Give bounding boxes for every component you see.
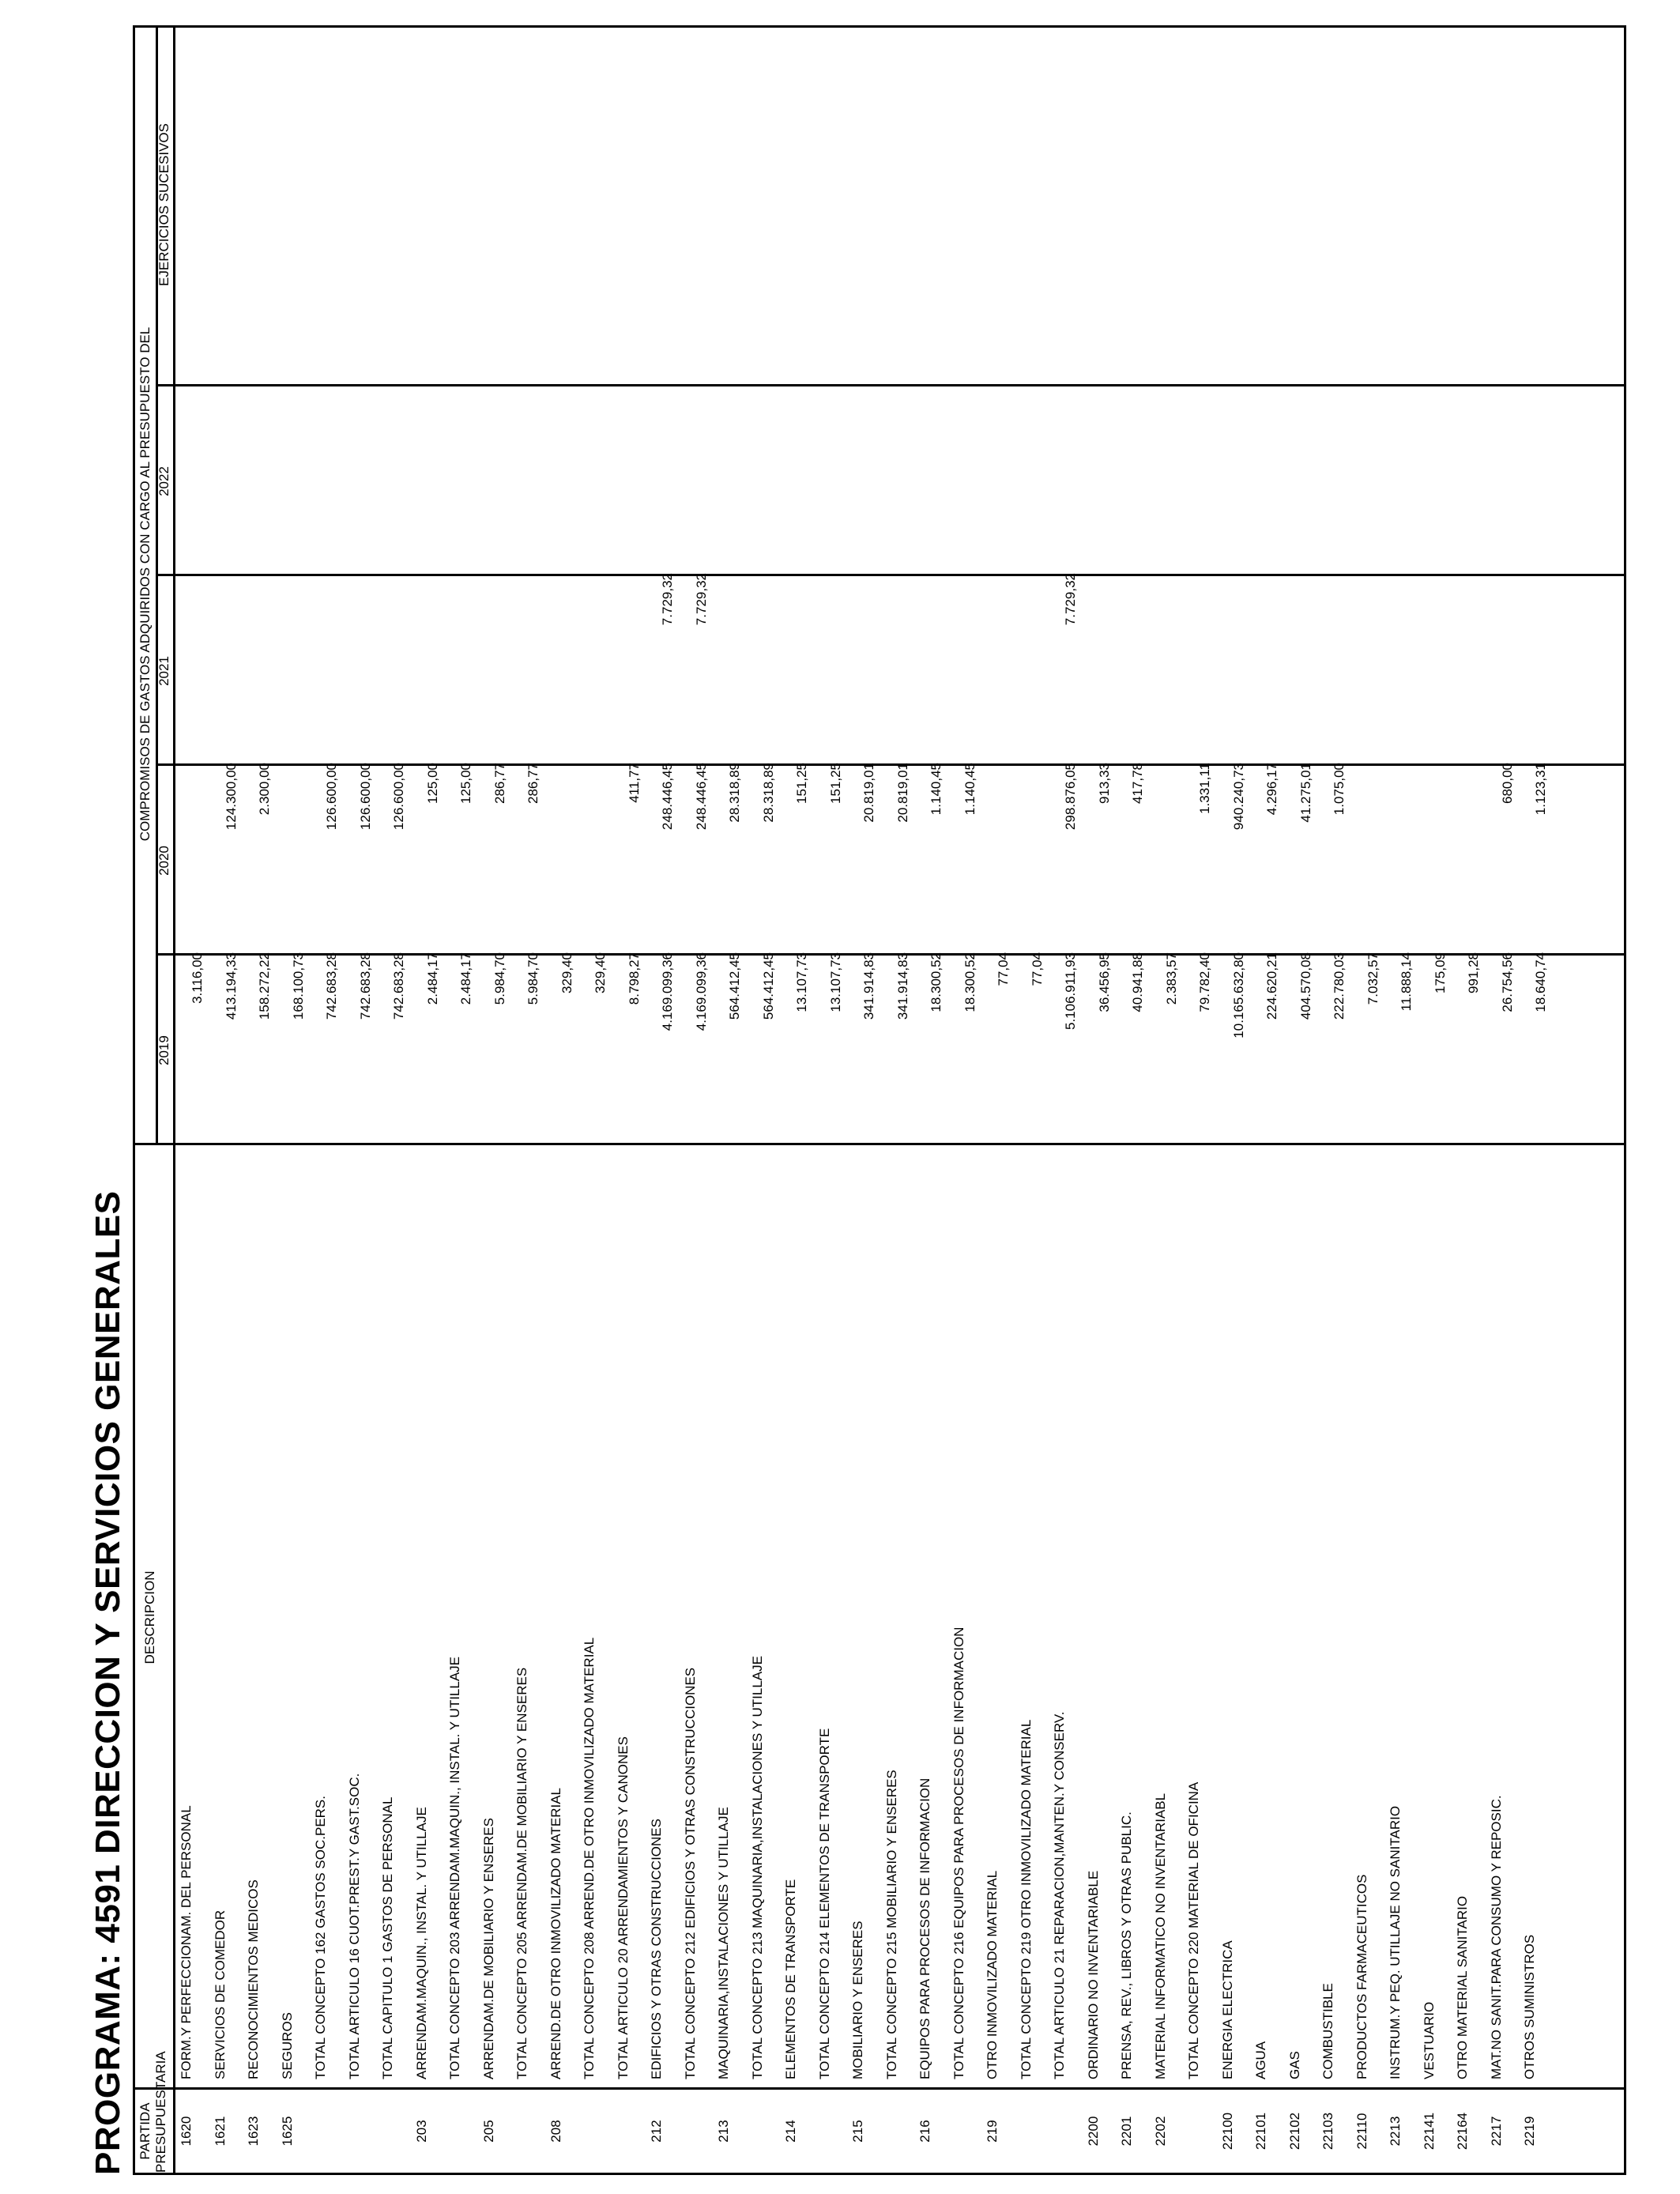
- row-description: PRODUCTOS FARMACEUTICOS: [1354, 1874, 1369, 2079]
- partida-code: 213: [716, 2120, 731, 2143]
- value-2019: 5.106.911,93: [1063, 952, 1078, 1030]
- value-2019: 564.412,45: [727, 952, 742, 1020]
- partida-code: 203: [413, 2120, 429, 2143]
- value-2019: 36.456,95: [1096, 952, 1112, 1012]
- partida-code: 216: [917, 2120, 932, 2143]
- partida-code: 2219: [1522, 2116, 1537, 2147]
- table-row: [749, 28, 781, 2173]
- value-2020: 286,77: [492, 763, 507, 804]
- table-row: [615, 28, 646, 2173]
- row-description: SERVICIOS DE COMEDOR: [212, 1909, 228, 2079]
- table-row: [1051, 28, 1083, 2173]
- value-2019: 79.782,40: [1197, 952, 1212, 1012]
- value-2020: 1.140,45: [962, 763, 977, 816]
- value-2020: 248.446,45: [660, 763, 675, 831]
- value-2019: 2.383,57: [1163, 952, 1179, 1005]
- partida-code: 1623: [246, 2116, 261, 2147]
- value-2019: 5.984,70: [525, 952, 541, 1005]
- row-description: VESTUARIO: [1421, 2001, 1437, 2079]
- value-2019: 329,40: [559, 952, 574, 993]
- table-row: [279, 28, 311, 2173]
- value-2020: 298.876,05: [1063, 763, 1078, 831]
- table-row: [1320, 28, 1351, 2173]
- value-2021: 7.729,32: [693, 573, 709, 626]
- table-row: [1018, 28, 1049, 2173]
- value-2020: 248.446,45: [693, 763, 709, 831]
- row-description: ENERGIA ELECTRICA: [1219, 1940, 1235, 2079]
- row-description: EQUIPOS PARA PROCESOS DE INFORMACION: [917, 1777, 932, 2079]
- table-row: [984, 28, 1015, 2173]
- table-row: [581, 28, 612, 2173]
- value-2019: 18.640,74: [1533, 952, 1548, 1012]
- table-row: [245, 28, 277, 2173]
- value-2019: 413.194,33: [223, 952, 239, 1020]
- table-row: [715, 28, 747, 2173]
- value-2019: 18.300,52: [929, 952, 944, 1012]
- row-description: TOTAL CONCEPTO 219 OTRO INMOVILIZADO MATERIAL: [1018, 1719, 1034, 2079]
- value-2020: 286,77: [525, 763, 541, 804]
- row-description: MAQUINARIA,INSTALACIONES Y UTILLAJE: [716, 1807, 731, 2079]
- value-2020: 126.600,00: [391, 763, 406, 831]
- table-row: [1521, 28, 1553, 2173]
- value-2020: 417,78: [1130, 763, 1145, 804]
- value-2019: 224.620,21: [1264, 952, 1279, 1020]
- value-2019: 742.683,28: [357, 952, 373, 1020]
- value-2019: 8.798,27: [626, 952, 642, 1005]
- table-row: [514, 28, 545, 2173]
- rule-header-bottom: [173, 28, 175, 2173]
- table-row: [816, 28, 848, 2173]
- partida-code: 215: [850, 2120, 865, 2143]
- value-2019: 158.272,22: [257, 952, 272, 1020]
- table-row: [1152, 28, 1184, 2173]
- value-2020: 411,77: [626, 763, 642, 803]
- value-2019: 18.300,52: [962, 952, 977, 1012]
- row-description: TOTAL CAPITULO 1 GASTOS DE PERSONAL: [380, 1796, 395, 2079]
- header-2019: 2019: [156, 1035, 171, 1065]
- value-2019: 2.484,17: [458, 952, 473, 1005]
- row-description: FORM.Y PERFECCIONAM. DEL PERSONAL: [179, 1805, 194, 2079]
- row-description: TOTAL CONCEPTO 212 EDIFICIOS Y OTRAS CONSTRUCCIONES: [682, 1667, 698, 2079]
- row-description: OTROS SUMINISTROS: [1522, 1934, 1537, 2079]
- partida-code: 1621: [212, 2116, 228, 2147]
- value-2019: 742.683,28: [324, 952, 339, 1020]
- table-row: [883, 28, 915, 2173]
- row-description: PRENSA, REV., LIBROS Y OTRAS PUBLIC.: [1119, 1811, 1134, 2079]
- value-2020: 124.300,00: [223, 763, 239, 831]
- partida-code: 22141: [1421, 2112, 1437, 2151]
- value-2020: 151,25: [827, 763, 843, 804]
- partida-code: 22164: [1455, 2112, 1470, 2151]
- value-2019: 26.754,56: [1499, 952, 1515, 1012]
- value-2019: 11.888,14: [1399, 952, 1414, 1012]
- row-description: TOTAL ARTICULO 20 ARRENDAMIENTOS Y CANONES: [615, 1736, 631, 2079]
- row-description: TOTAL CONCEPTO 203 ARRENDAM.MAQUIN., INSTAL. Y UTILLAJE: [447, 1656, 462, 2079]
- value-2020: 20.819,01: [895, 763, 910, 823]
- row-description: ARRENDAM.MAQUIN., INSTAL. Y UTILLAJE: [413, 1807, 429, 2079]
- row-description: TOTAL ARTICULO 21 REPARACION,MANTEN.Y CONSERV.: [1052, 1711, 1067, 2079]
- value-2019: 991,28: [1466, 952, 1481, 993]
- value-2019: 341.914,83: [861, 952, 876, 1020]
- partida-code: 1625: [279, 2116, 295, 2147]
- table-row: [1252, 28, 1284, 2173]
- page-title: PROGRAMA: 4591 DIRECCION Y SERVICIOS GENERALES: [89, 1190, 127, 2175]
- row-description: COMBUSTIBLE: [1320, 1983, 1335, 2079]
- row-description: ARREND.DE OTRO INMOVILIZADO MATERIAL: [548, 1787, 563, 2079]
- value-2019: 564.412,45: [760, 952, 776, 1020]
- header-partida: PARTIDA: [137, 2102, 153, 2160]
- row-description: ARRENDAM.DE MOBILIARIO Y ENSERES: [480, 1818, 496, 2079]
- value-2019: 77,04: [1029, 952, 1045, 986]
- table-row: [1118, 28, 1150, 2173]
- partida-code: 2201: [1119, 2116, 1134, 2147]
- table-row: [312, 28, 344, 2173]
- value-2020: 1.140,45: [929, 763, 944, 816]
- partida-code: 22100: [1219, 2112, 1235, 2151]
- value-2020: 41.275,01: [1298, 763, 1313, 823]
- table-row: [413, 28, 445, 2173]
- header-2021: 2021: [156, 656, 171, 686]
- partida-code: 2217: [1488, 2116, 1504, 2147]
- row-description: ELEMENTOS DE TRANSPORTE: [783, 1879, 798, 2079]
- table-row: [480, 28, 512, 2173]
- value-2019: 222.780,03: [1332, 952, 1347, 1020]
- value-2020: 20.819,01: [861, 763, 876, 823]
- table-row: [548, 28, 579, 2173]
- value-2019: 4.169.099,36: [660, 952, 675, 1031]
- table-row: [1286, 28, 1318, 2173]
- header-2020: 2020: [156, 846, 171, 876]
- value-2019: 10.165.632,80: [1230, 952, 1246, 1039]
- header-presupuestaria: PRESUPUESTARIA: [153, 2051, 168, 2173]
- table-row: [782, 28, 814, 2173]
- table-row: [1421, 28, 1452, 2173]
- header-compromisos: COMPROMISOS DE GASTOS ADQUIRIDOS CON CARGO AL PRESUPUESTO DEL: [137, 326, 153, 842]
- value-2020: 1.123,31: [1533, 763, 1548, 816]
- header-2022: 2022: [156, 466, 171, 496]
- partida-code: 2202: [1152, 2116, 1168, 2147]
- value-2020: 1.075,00: [1332, 763, 1347, 816]
- table-row: [648, 28, 680, 2173]
- partida-code: 212: [649, 2120, 664, 2143]
- value-2019: 3.116,00: [190, 952, 205, 1004]
- row-description: RECONOCIMIENTOS MEDICOS: [246, 1879, 261, 2079]
- partida-code: 2213: [1388, 2116, 1403, 2147]
- value-2020: 940.240,73: [1230, 763, 1246, 831]
- table-row: [1185, 28, 1217, 2173]
- row-description: TOTAL CONCEPTO 208 ARREND.DE OTRO INMOVILIZADO MATERIAL: [582, 1637, 597, 2079]
- partida-code: 22102: [1286, 2112, 1302, 2151]
- row-description: TOTAL CONCEPTO 214 ELEMENTOS DE TRANSPORTE: [816, 1728, 832, 2079]
- row-description: OTRO INMOVILIZADO MATERIAL: [985, 1870, 1000, 2079]
- row-description: MATERIAL INFORMATICO NO INVENTARIABL: [1152, 1793, 1168, 2079]
- value-2019: 40.941,88: [1130, 952, 1145, 1012]
- value-2021: 7.729,32: [1063, 573, 1078, 626]
- row-description: INSTRUM.Y PEQ. UTILLAJE NO SANITARIO: [1388, 1805, 1403, 2079]
- value-2019: 175,09: [1432, 952, 1448, 993]
- value-2021: 7.729,32: [660, 573, 675, 626]
- value-2020: 125,00: [458, 763, 473, 804]
- value-2020: 28.318,89: [727, 763, 742, 823]
- row-description: TOTAL ARTICULO 16 CUOT.PREST.Y GAST.SOC.: [346, 1773, 362, 2079]
- value-2019: 742.683,28: [391, 952, 406, 1020]
- table-row: [212, 28, 243, 2173]
- value-2020: 2.300,00: [257, 763, 272, 816]
- partida-code: 2200: [1085, 2116, 1101, 2147]
- partida-code: 219: [985, 2120, 1000, 2143]
- header-descripcion: DESCRIPCION: [142, 1570, 157, 1664]
- table-row: [917, 28, 948, 2173]
- partida-code: 1620: [179, 2116, 194, 2147]
- value-2019: 341.914,83: [895, 952, 910, 1020]
- value-2020: 126.600,00: [324, 763, 339, 831]
- row-description: TOTAL CONCEPTO 213 MAQUINARIA,INSTALACIONES Y UTILLAJE: [749, 1656, 765, 2079]
- partida-code: 205: [480, 2120, 496, 2143]
- row-description: OTRO MATERIAL SANITARIO: [1455, 1895, 1470, 2079]
- row-description: GAS: [1286, 2051, 1302, 2079]
- row-description: TOTAL CONCEPTO 205 ARRENDAM.DE MOBILIARIO Y ENSERES: [514, 1667, 529, 2079]
- value-2019: 77,04: [996, 952, 1011, 986]
- value-2019: 329,40: [593, 952, 608, 993]
- table-row: [1454, 28, 1486, 2173]
- value-2020: 680,00: [1499, 763, 1515, 804]
- value-2019: 13.107,73: [794, 952, 809, 1012]
- partida-code: 214: [783, 2120, 798, 2143]
- row-description: MAT.NO SANIT.PARA CONSUMO Y REPOSIC.: [1488, 1795, 1504, 2079]
- value-2019: 13.107,73: [827, 952, 843, 1012]
- value-2020: 4.296,17: [1264, 763, 1279, 816]
- table-row: [1387, 28, 1418, 2173]
- row-description: TOTAL CONCEPTO 216 EQUIPOS PARA PROCESOS DE INFORMACION: [951, 1627, 966, 2079]
- partida-code: 22110: [1354, 2113, 1369, 2150]
- value-2019: 168.100,73: [290, 952, 306, 1020]
- row-description: MOBILIARIO Y ENSERES: [850, 1921, 865, 2079]
- value-2020: 28.318,89: [760, 763, 776, 823]
- partida-code: 208: [548, 2120, 563, 2143]
- table-row: [178, 28, 209, 2173]
- table-row: [1488, 28, 1520, 2173]
- table-row: [446, 28, 478, 2173]
- value-2020: 1.331,11: [1197, 763, 1212, 814]
- value-2019: 4.169.099,36: [693, 952, 709, 1031]
- table-row: [951, 28, 982, 2173]
- table-row: [849, 28, 881, 2173]
- value-2020: 151,25: [794, 763, 809, 804]
- row-description: TOTAL CONCEPTO 162 GASTOS SOC.PERS.: [313, 1796, 328, 2079]
- value-2020: 125,00: [424, 763, 440, 804]
- table-row: [1085, 28, 1117, 2173]
- row-description: AGUA: [1253, 2041, 1268, 2079]
- table-row: [346, 28, 378, 2173]
- value-2019: 7.032,57: [1365, 952, 1381, 1005]
- partida-code: 22101: [1253, 2112, 1268, 2151]
- partida-code: 22103: [1320, 2112, 1335, 2151]
- value-2019: 2.484,17: [424, 952, 440, 1005]
- budget-table: [133, 25, 1626, 2175]
- table-row: [1354, 28, 1385, 2173]
- table-row: [1219, 28, 1251, 2173]
- value-2020: 126.600,00: [357, 763, 373, 831]
- row-description: SEGUROS: [279, 2011, 295, 2079]
- table-row: [682, 28, 714, 2173]
- row-description: ORDINARIO NO INVENTARIABLE: [1085, 1870, 1101, 2079]
- value-2019: 404.570,08: [1298, 952, 1313, 1020]
- row-description: EDIFICIOS Y OTRAS CONSTRUCCIONES: [649, 1819, 664, 2079]
- row-description: TOTAL CONCEPTO 220 MATERIAL DE OFICINA: [1186, 1781, 1201, 2079]
- row-description: TOTAL CONCEPTO 215 MOBILIARIO Y ENSERES: [883, 1770, 899, 2079]
- value-2019: 5.984,70: [492, 952, 507, 1005]
- header-sucesivos: EJERCICIOS SUCESIVOS: [156, 123, 171, 286]
- value-2020: 913,33: [1096, 763, 1112, 804]
- table-row: [379, 28, 411, 2173]
